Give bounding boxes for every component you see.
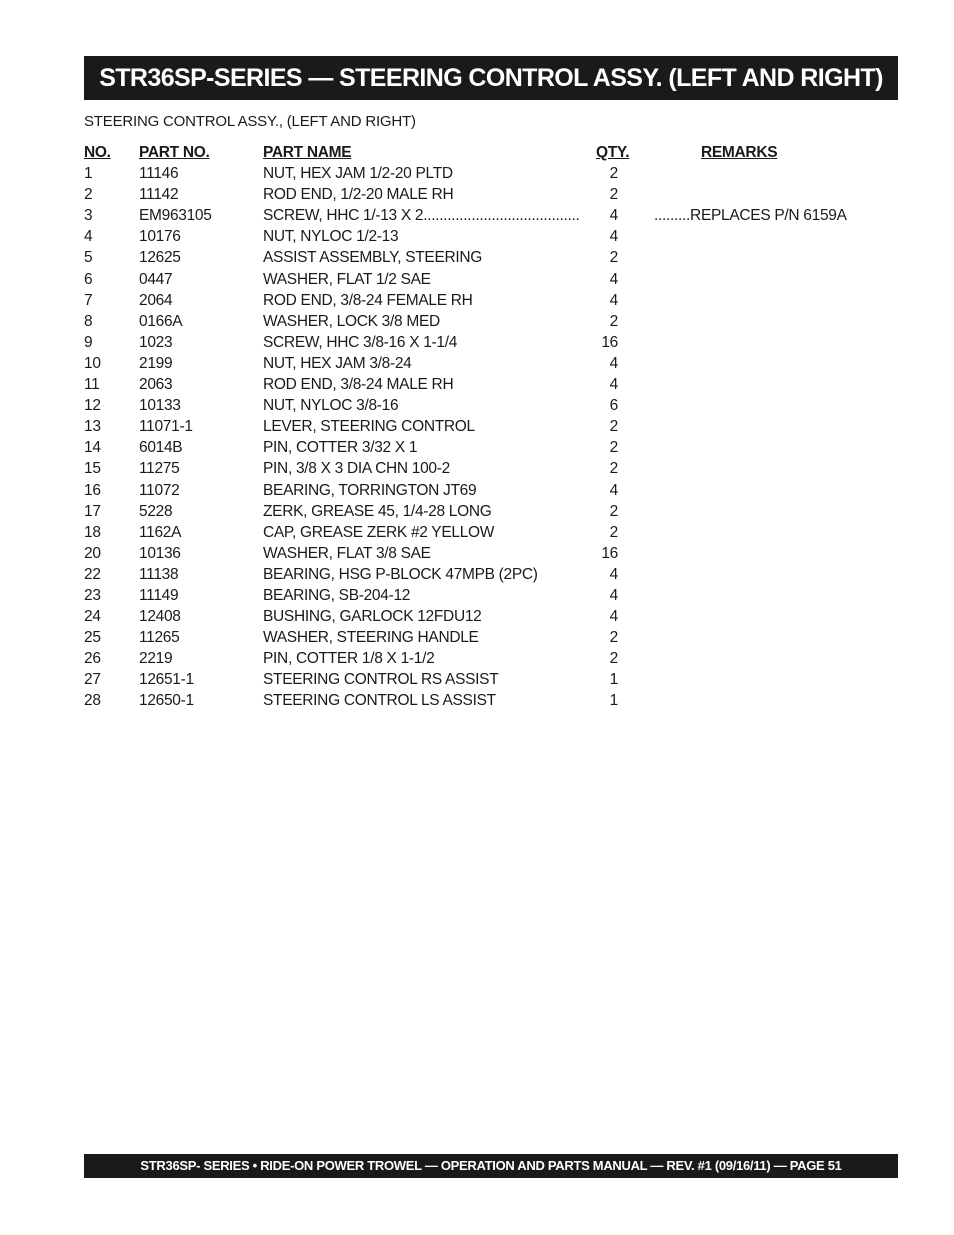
row-part-no: 11138 [139,565,179,583]
row-part-name: SCREW, HHC 3/8-16 X 1-1/4 [263,333,458,351]
row-part-no: 0166A [139,312,183,330]
row-part-name: ASSIST ASSEMBLY, STEERING [263,249,483,267]
row-part-no: 11275 [139,460,180,478]
page-title: STR36SP-SERIES — STEERING CONTROL ASSY. (LEFT AND RIGHT) [84,56,898,100]
row-part-name: ROD END, 1/2-20 MALE RH [263,186,454,204]
table-row [84,543,844,564]
table-header-row [84,142,844,163]
row-no: 1 [84,165,93,183]
row-part-no: 12408 [139,608,181,626]
page-footer: STR36SP- SERIES • RIDE-ON POWER TROWEL — OPERATION AND PARTS MANUAL — REV. #1 (09/16/11) — PAGE 51 [84,1154,898,1178]
table-row [84,437,844,458]
row-part-no: EM963105 [139,207,212,225]
row-part-name: ROD END, 3/8-24 MALE RH [263,376,454,394]
table-row [84,627,844,648]
row-qty: 4 [609,565,618,583]
row-qty: 4 [609,354,618,372]
header-no: NO. [84,144,111,161]
row-qty: 1 [609,692,618,710]
row-qty: 4 [609,270,618,288]
table-row [84,311,844,332]
row-part-name: STEERING CONTROL RS ASSIST [263,671,499,689]
row-part-name: BEARING, SB-204-12 [263,586,411,604]
row-no: 7 [84,291,93,309]
table-row [84,416,844,437]
row-part-no: 11146 [139,165,179,183]
row-no: 15 [84,460,101,478]
row-part-name: WASHER, FLAT 1/2 SAE [263,270,431,288]
row-no: 13 [84,418,101,436]
row-part-name: WASHER, STEERING HANDLE [263,629,479,647]
row-part-name: BEARING, HSG P-BLOCK 47MPB (2PC) [263,565,538,583]
table-row [84,374,844,395]
header-part-no: PART NO. [139,144,210,161]
table-row [84,353,844,374]
row-part-name: NUT, NYLOC 1/2-13 [263,228,399,246]
row-part-name: STEERING CONTROL LS ASSIST [263,692,496,710]
table-row [84,184,844,205]
header-part-name: PART NAME [263,144,352,161]
table-row [84,247,844,268]
row-part-name: PIN, COTTER 3/32 X 1 [263,439,418,457]
table-row [84,501,844,522]
row-part-no: 1023 [139,333,173,351]
row-qty: 4 [609,586,618,604]
row-part-name: CAP, GREASE ZERK #2 YELLOW [263,523,495,541]
row-qty: 2 [609,165,618,183]
row-part-no: 11149 [139,586,179,604]
row-part-no: 12625 [139,249,181,267]
row-part-no: 6014B [139,439,183,457]
row-no: 27 [84,671,101,689]
row-part-no: 12650-1 [139,692,194,710]
table-row [84,395,844,416]
row-part-no: 2063 [139,376,173,394]
table-row [84,648,844,669]
row-no: 14 [84,439,101,457]
row-part-no: 11142 [139,186,179,204]
table-row [84,163,844,184]
table-row [84,669,844,690]
row-no: 5 [84,249,93,267]
row-part-name: WASHER, LOCK 3/8 MED [263,312,440,330]
row-no: 8 [84,312,93,330]
row-part-name: NUT, NYLOC 3/8-16 [263,397,399,415]
table-body [84,163,847,711]
row-part-no: 2064 [139,291,173,309]
row-qty: 4 [609,376,618,394]
table-row [84,564,844,585]
row-qty: 2 [609,186,618,204]
row-qty: 6 [609,397,618,415]
table-row [84,690,844,711]
table-row [84,269,844,290]
row-no: 2 [84,186,93,204]
row-qty: 4 [609,291,618,309]
row-remarks: .........REPLACES P/N 6159A [654,207,847,225]
row-part-name: SCREW, HHC 1/-13 X 2....................................... [263,207,580,225]
table-row [84,205,847,226]
row-qty: 16 [601,544,618,562]
table-row [84,522,844,543]
row-qty: 4 [609,207,618,225]
parts-table [84,142,847,712]
row-part-no: 11265 [139,629,180,647]
row-part-name: ROD END, 3/8-24 FEMALE RH [263,291,473,309]
header-qty: QTY. [596,144,630,161]
row-no: 9 [84,333,93,351]
row-part-no: 11072 [139,481,180,499]
row-qty: 2 [609,650,618,668]
table-row [84,606,844,627]
row-no: 18 [84,523,101,541]
row-no: 23 [84,586,101,604]
table-row [84,458,844,479]
row-part-name: BUSHING, GARLOCK 12FDU12 [263,608,482,626]
row-part-name: NUT, HEX JAM 3/8-24 [263,354,412,372]
row-part-name: LEVER, STEERING CONTROL [263,418,475,436]
row-part-no: 10176 [139,228,181,246]
row-part-no: 12651-1 [139,671,194,689]
row-no: 28 [84,692,101,710]
row-part-name: BEARING, TORRINGTON JT69 [263,481,477,499]
row-qty: 2 [609,523,618,541]
row-qty: 4 [609,228,618,246]
row-part-no: 2219 [139,650,173,668]
table-row [84,332,844,353]
row-part-no: 0447 [139,270,173,288]
row-no: 3 [84,207,93,225]
row-no: 24 [84,608,101,626]
section-subtitle: STEERING CONTROL ASSY., (LEFT AND RIGHT) [84,113,416,130]
row-part-no: 11071-1 [139,418,193,436]
row-part-no: 2199 [139,354,173,372]
row-qty: 4 [609,608,618,626]
header-remarks: REMARKS [701,144,778,161]
row-part-no: 10133 [139,397,181,415]
row-qty: 2 [609,460,618,478]
table-row [84,290,844,311]
row-qty: 4 [609,481,618,499]
row-qty: 2 [609,312,618,330]
row-no: 4 [84,228,93,246]
row-part-name: PIN, COTTER 1/8 X 1-1/2 [263,650,435,668]
row-part-no: 10136 [139,544,181,562]
row-qty: 2 [609,418,618,436]
row-qty: 2 [609,502,618,520]
row-part-name: PIN, 3/8 X 3 DIA CHN 100-2 [263,460,450,478]
table-row [84,480,844,501]
row-part-no: 5228 [139,502,173,520]
row-qty: 2 [609,629,618,647]
row-no: 22 [84,565,101,583]
row-no: 16 [84,481,101,499]
row-no: 20 [84,544,101,562]
row-no: 6 [84,270,93,288]
row-no: 12 [84,397,101,415]
row-no: 26 [84,650,101,668]
row-no: 25 [84,629,101,647]
row-qty: 1 [609,671,618,689]
table-row [84,585,844,606]
row-part-name: WASHER, FLAT 3/8 SAE [263,544,431,562]
row-part-name: ZERK, GREASE 45, 1/4-28 LONG [263,502,492,520]
row-no: 17 [84,502,101,520]
row-part-name: NUT, HEX JAM 1/2-20 PLTD [263,165,453,183]
row-qty: 2 [609,439,618,457]
row-part-no: 1162A [139,523,182,541]
row-qty: 2 [609,249,618,267]
table-row [84,226,844,247]
row-no: 10 [84,354,101,372]
row-no: 11 [84,376,100,394]
row-qty: 16 [601,333,618,351]
